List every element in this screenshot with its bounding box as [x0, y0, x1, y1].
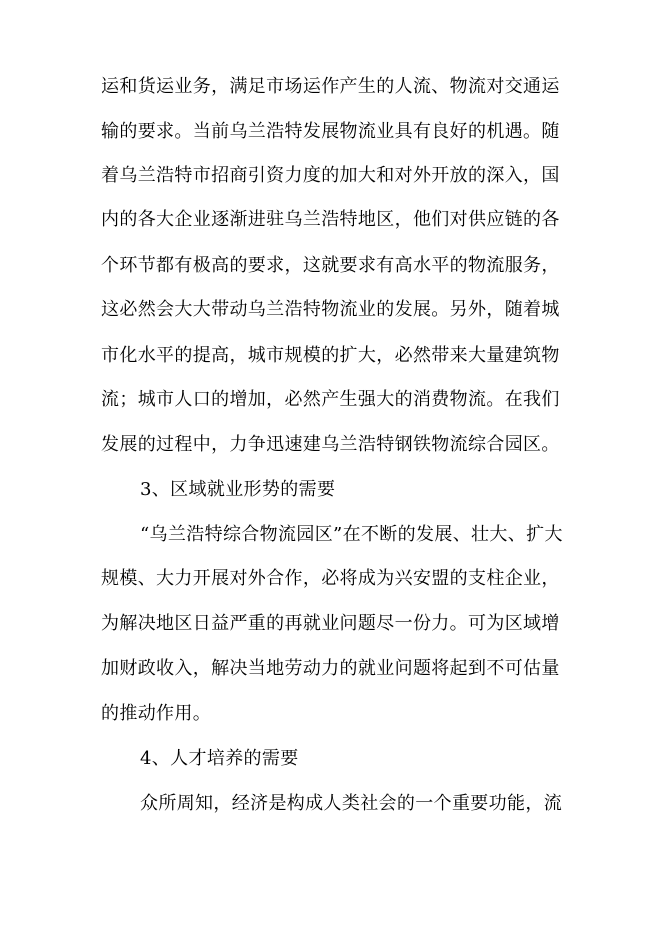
paragraph-line: 输的要求。当前乌兰浩特发展物流业具有良好的机遇。随: [101, 121, 560, 142]
paragraph-line: 加财政收入，解决当地劳动力的就业问题将起到不可估量: [101, 658, 560, 679]
paragraph-line: 市化水平的提高，城市规模的扩大，必然带来大量建筑物: [101, 345, 560, 366]
paragraph-line: 运和货运业务，满足市场运作产生的人流、物流对交通运: [101, 76, 560, 97]
paragraph-line: 为解决地区日益严重的再就业问题尽一份力。可为区域增: [101, 613, 560, 634]
section-heading-4: 4、人才培养的需要: [140, 748, 299, 769]
paragraph-line: 流；城市人口的增加，必然产生强大的消费物流。在我们: [101, 389, 560, 410]
paragraph-line: 这必然会大大带动乌兰浩特物流业的发展。另外，随着城: [101, 299, 560, 320]
section-heading-3: 3、区域就业形势的需要: [140, 479, 336, 500]
paragraph-line: 规模、大力开展对外合作，必将成为兴安盟的支柱企业，: [101, 568, 560, 589]
paragraph-line: 内的各大企业逐渐进驻乌兰浩特地区，他们对供应链的各: [101, 209, 560, 230]
paragraph-line: 个环节都有极高的要求，这就要求有高水平的物流服务，: [101, 255, 560, 276]
paragraph-line: 的推动作用。: [101, 703, 212, 724]
paragraph-line: 发展的过程中，力争迅速建乌兰浩特钢铁物流综合园区。: [101, 434, 560, 455]
paragraph-line: 众所周知，经济是构成人类社会的一个重要功能，流: [140, 793, 563, 814]
paragraph-line: 着乌兰浩特市招商引资力度的加大和对外开放的深入，国: [101, 165, 560, 186]
paragraph-line: “乌兰浩特综合物流园区”在不断的发展、壮大、扩大: [140, 524, 563, 545]
